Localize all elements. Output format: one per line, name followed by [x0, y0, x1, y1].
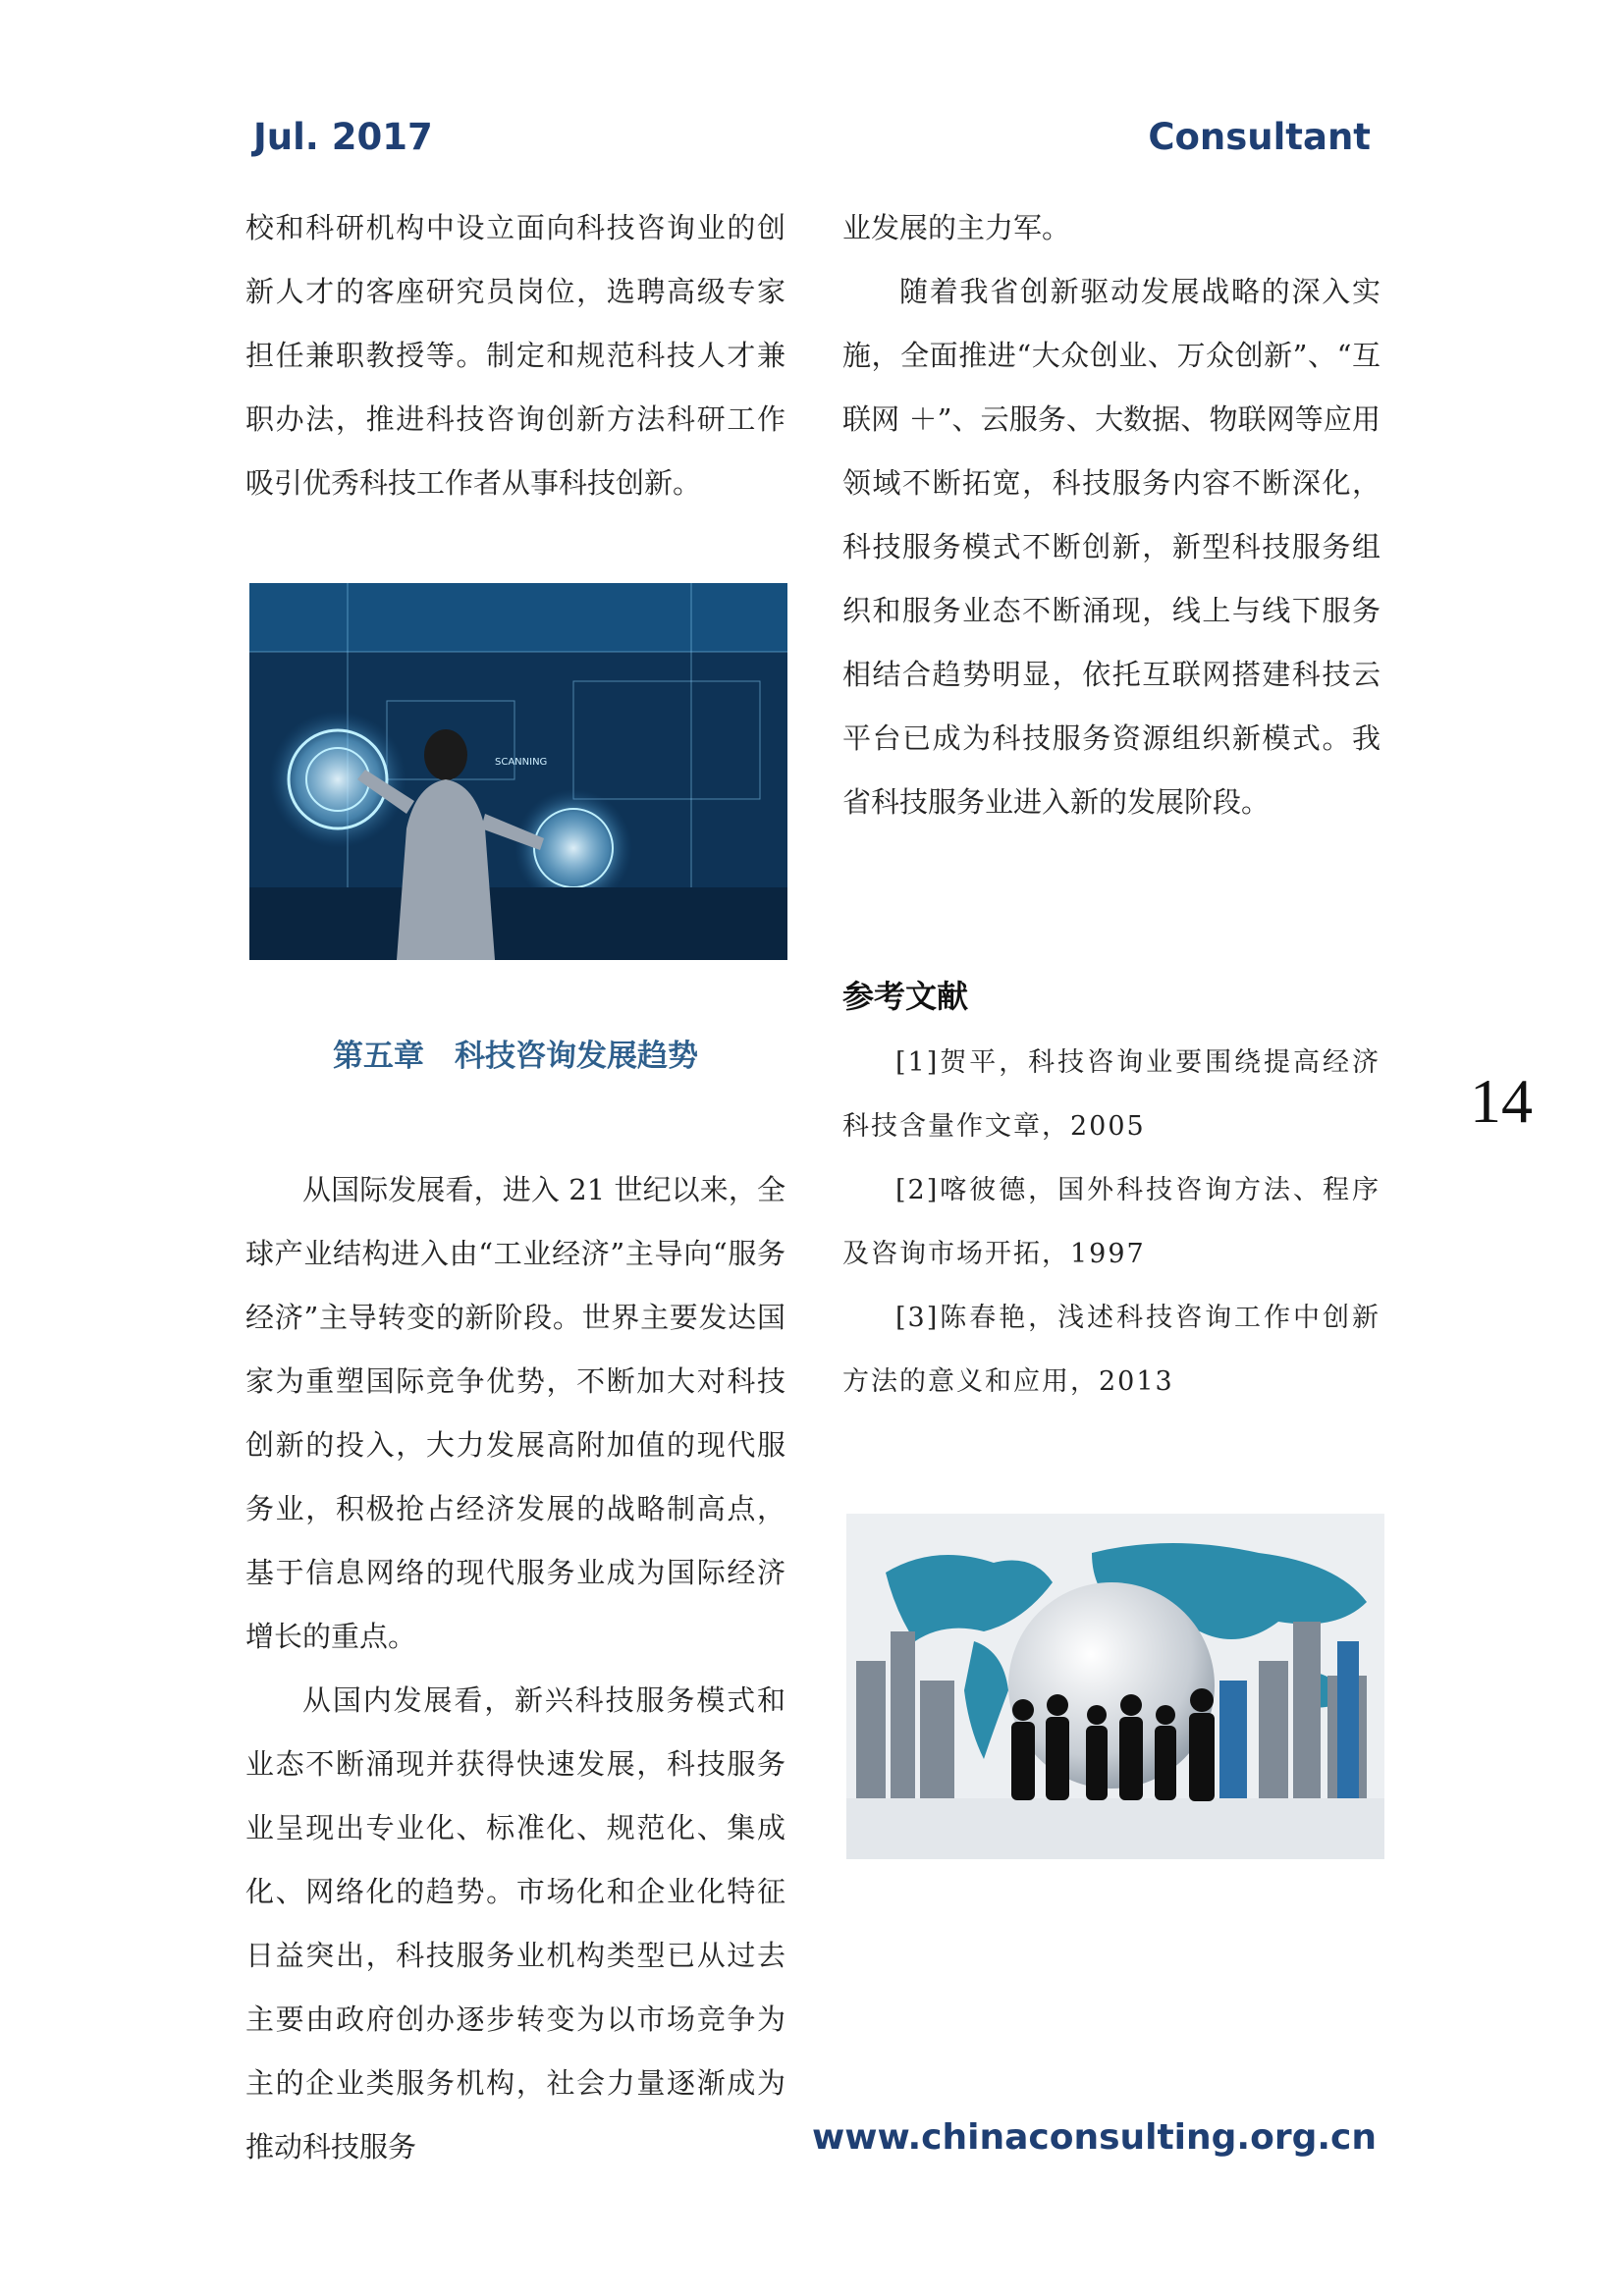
paragraph-talent: 校和科研机构中设立面向科技咨询业的创新人才的客座研究员岗位，选聘高级专家担任兼职教授等。制定和规范科技人才兼职办法，推进科技咨询创新方法科研工作吸引优秀科技工作者从事科技创新。	[245, 211, 785, 500]
paragraph-international: 从国际发展看，进入 21 世纪以来，全球产业结构进入由“工业经济”主导向“服务经济”主导转变的新阶段。世界主要发达国家为重塑国际竞争优势，不断加大对科技创新的投入，大力发展高附加值的现代服务业，积极抢占经济发展的战略制高点，基于信息网络的现代服务业成为国际经济增长的重点。	[245, 1173, 785, 1653]
tech-screen-illustration	[249, 583, 787, 960]
references-title: 参考文献	[842, 978, 969, 1015]
left-column-top	[245, 196, 785, 515]
right-column-top	[842, 196, 1380, 834]
paragraph-continuation: 业发展的主力军。	[842, 211, 1071, 244]
reference-item: [3]陈春艳，浅述科技咨询工作中创新方法的意义和应用，2013	[842, 1303, 1380, 1397]
references-list	[842, 1031, 1380, 1414]
footer-website-link[interactable]: www.chinaconsulting.org.cn	[812, 2117, 1377, 2158]
reference-item: [1]贺平，科技咨询业要围绕提高经济科技含量作文章，2005	[842, 1047, 1380, 1142]
scanning-label: SCANNING	[495, 757, 548, 768]
paragraph-province: 随着我省创新驱动发展战略的深入实施，全面推进“大众创业、万众创新”、“互联网 ＋”、云服务、大数据、物联网等应用领域不断拓宽，科技服务内容不断深化，科技服务模式不断创新，新型科技服务组织和服务业态不断涌现，线上与线下服务相结合趋势明显，依托互联网搭建科技云平台已成为科技服务资源组织新模式。我省科技服务业进入新的发展阶段。	[842, 275, 1380, 819]
paragraph-domestic: 从国内发展看，新兴科技服务模式和业态不断涌现并获得快速发展，科技服务业呈现出专业化、标准化、规范化、集成化、网络化的趋势。市场化和企业化特征日益突出，科技服务业机构类型已从过去主要由政府创办逐步转变为以市场竞争为主的企业类服务机构，社会力量逐渐成为推动科技服务	[245, 1683, 785, 2163]
business-globe-illustration	[846, 1514, 1384, 1859]
header-journal-name: Consultant	[1148, 116, 1371, 158]
reference-item: [2]喀彼德，国外科技咨询方法、程序及咨询市场开拓，1997	[842, 1175, 1380, 1269]
chapter-title: 第五章 科技咨询发展趋势	[333, 1039, 698, 1074]
business-globe-image	[846, 1514, 1384, 1859]
tech-screen-image	[249, 583, 787, 960]
left-column-bottom	[245, 1158, 785, 2179]
page-number: 14	[1470, 1066, 1533, 1136]
header-date: Jul. 2017	[253, 116, 433, 158]
